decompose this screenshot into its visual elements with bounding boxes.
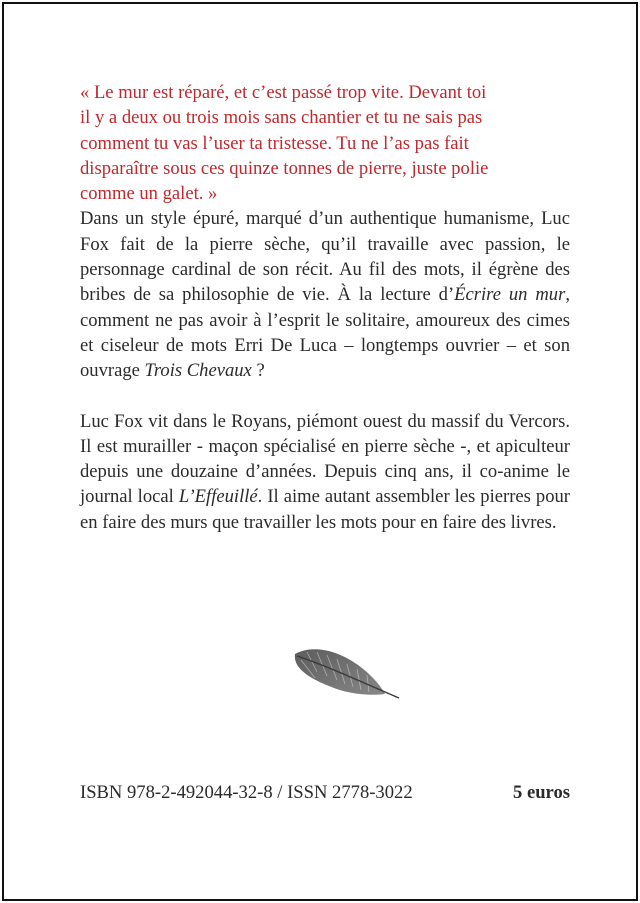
quote-line: disparaître sous ces quinze tonnes de pierre, juste polie <box>80 157 489 179</box>
paragraph-text: ? <box>251 360 265 382</box>
paragraph-text: . Il aime autant assembler les pierres pour en faire des murs que travailler les mots pour en faire des livres. <box>80 486 570 533</box>
quote-line: comme un galet. » <box>80 183 218 205</box>
price: 5 euros <box>513 782 570 803</box>
paragraph-text: Luc Fox vit dans le Royans, piémont ouest du massif du Vercors. Il est murailler - maçon spécialisé en pierre sèche -, et apiculteur depuis une douzaine d’années. Depuis cinq ans, il co-anime le journal local <box>80 410 570 508</box>
isbn-issn: ISBN 978-2-492044-32-8 / ISSN 2778-3022 <box>80 782 413 803</box>
feather-icon <box>287 642 403 708</box>
book-title: Écrire un mur <box>454 284 566 306</box>
quote-line: « Le mur est réparé, et c’est passé trop vite. Devant toi <box>80 82 487 103</box>
author-bio-paragraph <box>80 409 570 535</box>
back-cover-text <box>80 80 570 535</box>
quote-line: comment tu vas l’user ta tristesse. Tu ne l’as pas fait <box>80 132 469 154</box>
pull-quote <box>80 80 570 206</box>
description-paragraph <box>80 206 570 383</box>
paragraph-text: Dans un style épuré, marqué d’un authentique humanisme, Luc Fox fait de la pierre sèche, qu’il travaille avec passion, le personnage cardinal de son récit. Au fil des mots, il égrène des bribes de sa philosophie de vie. À la lecture d’ <box>80 208 570 306</box>
quote-line: il y a deux ou trois mois sans chantier et tu ne sais pas <box>80 107 483 129</box>
referenced-work-title: Trois Chevaux <box>144 360 252 382</box>
paragraph-text: , comment ne pas avoir à l’esprit le solitaire, amoureux des cimes et ciseleur de mots Erri De Luca – longtemps ouvrier – et son ouvrage <box>80 284 570 382</box>
back-cover <box>2 2 638 901</box>
journal-title: L’Effeuillé <box>178 486 258 508</box>
footer <box>80 782 570 812</box>
